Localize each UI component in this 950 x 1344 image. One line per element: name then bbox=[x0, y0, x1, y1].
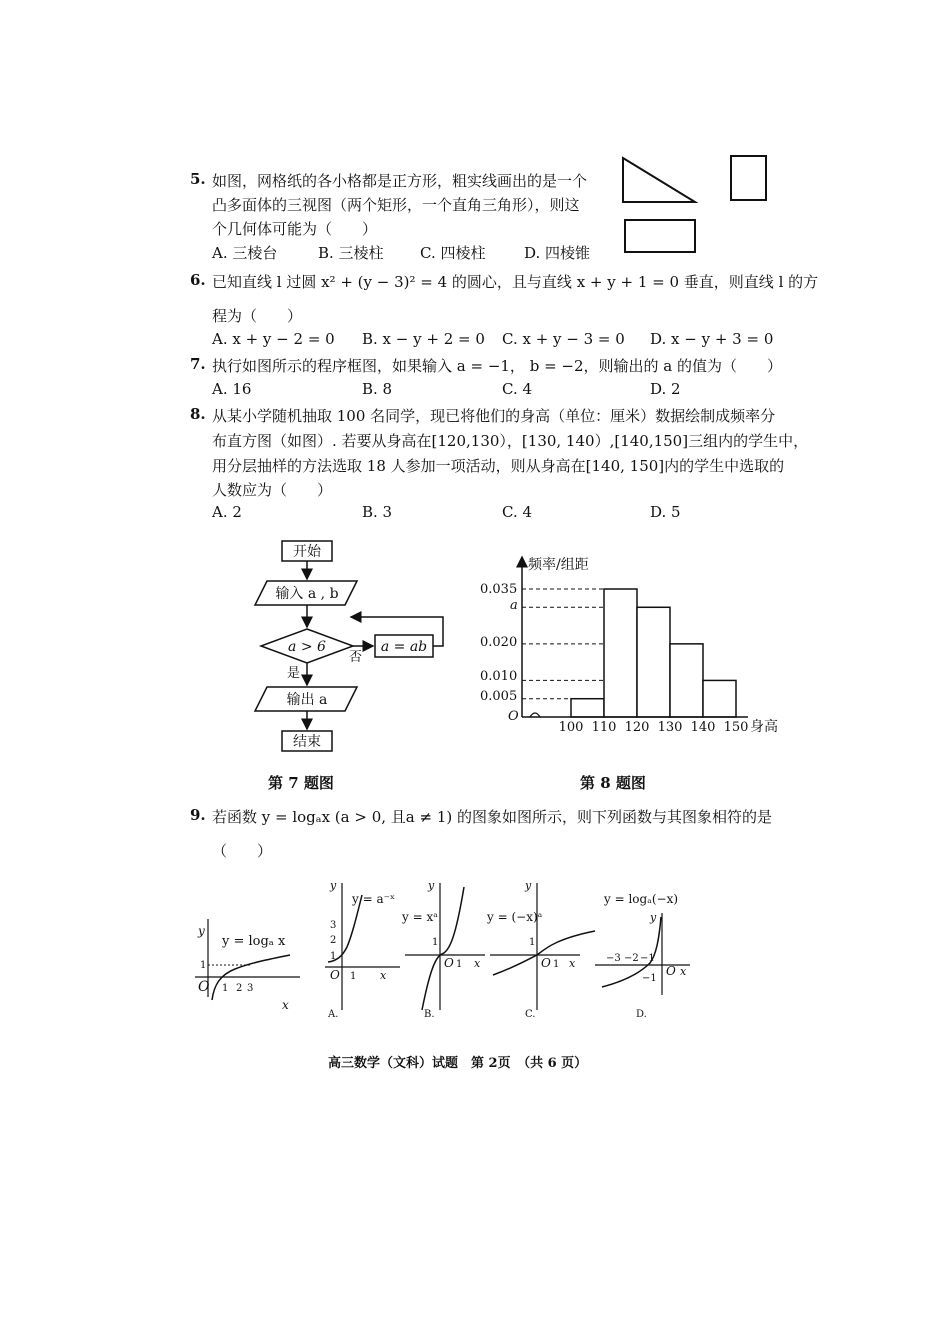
histogram-bar bbox=[703, 680, 736, 717]
figure-7-caption: 第 7 题图 bbox=[268, 774, 334, 792]
histogram-bar bbox=[670, 644, 703, 717]
origin-label: O bbox=[508, 709, 519, 724]
given-function-label: y = logₐ x bbox=[222, 934, 286, 949]
q8-option-a: A. 2 bbox=[212, 503, 242, 521]
q6-option-b: B. x − y + 2 = 0 bbox=[362, 330, 485, 348]
triangle-view bbox=[623, 158, 695, 202]
side-rectangle-view bbox=[731, 156, 766, 200]
graph-b-function-label: y = xᵃ bbox=[402, 910, 438, 924]
q5-option-b: B. 三棱柱 bbox=[318, 244, 384, 262]
graph-d-letter: D. bbox=[636, 1009, 647, 1020]
graph-a-function-label: y = a⁻ˣ bbox=[352, 892, 396, 906]
flow-no-label: 否 bbox=[349, 650, 363, 665]
top-rectangle-view bbox=[625, 220, 695, 252]
given-x-axis-label: x bbox=[282, 998, 289, 1012]
q5-option-d: D. 四棱锥 bbox=[524, 244, 591, 262]
q5-option-a: A. 三棱台 bbox=[212, 244, 278, 262]
histogram-y-label: 频率/组距 bbox=[528, 557, 589, 573]
graph-d-tick-neg3: −3 bbox=[606, 953, 621, 964]
graph-b-y-label: y bbox=[428, 879, 435, 892]
graph-d-y-tick-neg1: −1 bbox=[642, 973, 657, 984]
q6-option-c: C. x + y − 3 = 0 bbox=[502, 330, 625, 348]
flowchart bbox=[245, 535, 465, 760]
q9-paren: （ ） bbox=[212, 842, 273, 860]
graph-b-tick-1: 1 bbox=[432, 937, 439, 948]
q9-number: 9. bbox=[190, 806, 206, 824]
y-tick-0020: 0.020 bbox=[480, 635, 518, 650]
graph-a-tick-2: 2 bbox=[330, 935, 337, 946]
histogram-bar bbox=[637, 607, 670, 717]
q9-text: 若函数 y = logₐx (a > 0, 且a ≠ 1) 的图象如图所示，则下列函数与其图象相符的是 bbox=[212, 808, 772, 826]
q6-option-d: D. x − y + 3 = 0 bbox=[650, 330, 774, 348]
graph-d-x-label: x bbox=[680, 965, 687, 978]
graph-b-x-label: x bbox=[474, 957, 481, 970]
graph-a-origin: O bbox=[330, 968, 340, 982]
given-x-tick-3: 3 bbox=[247, 983, 254, 994]
y-tick-0010: 0.010 bbox=[480, 669, 518, 684]
histogram-x-tick: 120 bbox=[624, 720, 650, 735]
q8-option-b: B. 3 bbox=[362, 503, 393, 521]
q8-option-d: D. 5 bbox=[650, 503, 681, 521]
q6-line-1: 已知直线 l 过圆 x² + (y − 3)² = 4 的圆心，且与直线 x + y + 1 = 0 垂直，则直线 l 的方 bbox=[212, 273, 819, 291]
graph-c-function-label: y = (−x)ᵃ bbox=[487, 910, 543, 924]
q7-text: 执行如图所示的程序框图，如果输入 a = −1， b = −2，则输出的 a 的值为（ ） bbox=[212, 357, 782, 375]
q8-line-1: 从某小学随机抽取 100 名同学，现已将他们的身高（单位：厘米）数据绘制成频率分 bbox=[212, 407, 776, 425]
graph-b-origin: O bbox=[444, 956, 454, 970]
graph-a-x-label: x bbox=[380, 969, 387, 982]
histogram-bar bbox=[571, 699, 604, 717]
histogram-x-tick: 130 bbox=[657, 720, 683, 735]
histogram-x-tick: 100 bbox=[558, 720, 584, 735]
graph-a-tick-3: 3 bbox=[330, 920, 337, 931]
page-footer: 高三数学（文科）试题 第 2页 （共 6 页） bbox=[328, 1056, 588, 1071]
q7-option-a: A. 16 bbox=[212, 380, 252, 398]
graph-a-x-tick-1: 1 bbox=[350, 971, 357, 982]
y-tick-0035: 0.035 bbox=[480, 582, 518, 597]
flow-yes-label: 是 bbox=[287, 666, 301, 681]
graph-c-letter: C. bbox=[525, 1009, 536, 1020]
flow-condition-text: a > 6 bbox=[288, 639, 326, 655]
q5-line-1: 如图，网格纸的各小格都是正方形，粗实线画出的是一个 bbox=[212, 172, 588, 190]
histogram-bar bbox=[604, 589, 637, 717]
graph-c-tick-1: 1 bbox=[529, 937, 536, 948]
graph-b-letter: B. bbox=[424, 1009, 435, 1020]
q5-option-c: C. 四棱柱 bbox=[420, 244, 486, 262]
q8-line-2: 布直方图（如图）. 若要从身高在[120,130），[130, 140）,[140,150]三组内的学生中， bbox=[212, 432, 809, 450]
graph-a-letter: A. bbox=[328, 1009, 339, 1020]
q8-option-c: C. 4 bbox=[502, 503, 533, 521]
histogram-x-tick: 110 bbox=[591, 720, 617, 735]
q7-option-b: B. 8 bbox=[362, 380, 393, 398]
q9-given-graph bbox=[190, 905, 305, 1015]
q5-line-2: 凸多面体的三视图（两个矩形，一个直角三角形），则这 bbox=[212, 196, 580, 214]
q7-option-d: D. 2 bbox=[650, 380, 681, 398]
q9-graph-d bbox=[590, 885, 700, 1025]
q9-graph-b bbox=[400, 875, 495, 1025]
graph-d-tick-neg2: −2 bbox=[624, 953, 639, 964]
flow-output-text: 输出 a bbox=[286, 692, 328, 708]
graph-d-origin: O bbox=[666, 964, 676, 978]
graph-c-origin: O bbox=[541, 956, 551, 970]
y-tick-a: a bbox=[510, 598, 518, 613]
graph-d-tick-neg1: −1 bbox=[640, 953, 655, 964]
q7-number: 7. bbox=[190, 355, 206, 373]
graph-c-x-tick-1: 1 bbox=[553, 959, 560, 970]
q9-graph-c bbox=[485, 875, 605, 1025]
histogram bbox=[470, 545, 790, 745]
given-x-tick-1: 1 bbox=[222, 983, 229, 994]
flow-input-text: 输入 a , b bbox=[275, 586, 339, 602]
graph-a-tick-1: 1 bbox=[330, 951, 337, 962]
q5-line-3: 个几何体可能为（ ） bbox=[212, 220, 378, 238]
q6-number: 6. bbox=[190, 271, 206, 289]
flow-process-text: a = ab bbox=[380, 639, 428, 655]
graph-d-y-label: y bbox=[650, 911, 657, 924]
graph-c-y-label: y bbox=[525, 879, 532, 892]
graph-a-y-label: y bbox=[330, 879, 337, 892]
three-view-figure bbox=[615, 150, 775, 260]
given-origin: O bbox=[198, 979, 210, 995]
q6-line-2: 程为（ ） bbox=[212, 307, 303, 325]
q7-option-c: C. 4 bbox=[502, 380, 533, 398]
q5-number: 5. bbox=[190, 170, 206, 188]
graph-b-curve bbox=[422, 887, 464, 1010]
given-y-axis-label: y bbox=[198, 924, 205, 938]
q8-line-4: 人数应为（ ） bbox=[212, 481, 333, 499]
histogram-x-tick: 150 bbox=[723, 720, 749, 735]
figure-8-caption: 第 8 题图 bbox=[580, 774, 646, 792]
graph-b-x-tick-1: 1 bbox=[456, 959, 463, 970]
y-tick-0005: 0.005 bbox=[480, 689, 518, 704]
q9-graph-a bbox=[320, 875, 405, 1025]
given-y-tick-1: 1 bbox=[200, 960, 207, 971]
flow-end-text: 结束 bbox=[293, 734, 321, 750]
q6-option-a: A. x + y − 2 = 0 bbox=[212, 330, 335, 348]
graph-c-x-label: x bbox=[569, 957, 576, 970]
q8-line-3: 用分层抽样的方法选取 18 人参加一项活动，则从身高在[140, 150]内的学生中选取的 bbox=[212, 457, 785, 475]
flow-start-text: 开始 bbox=[293, 544, 321, 560]
histogram-x-label: 身高 bbox=[750, 719, 778, 735]
q8-number: 8. bbox=[190, 405, 206, 423]
graph-d-function-label: y = logₐ(−x) bbox=[604, 892, 679, 906]
histogram-x-tick: 140 bbox=[690, 720, 716, 735]
given-x-tick-2: 2 bbox=[236, 983, 243, 994]
